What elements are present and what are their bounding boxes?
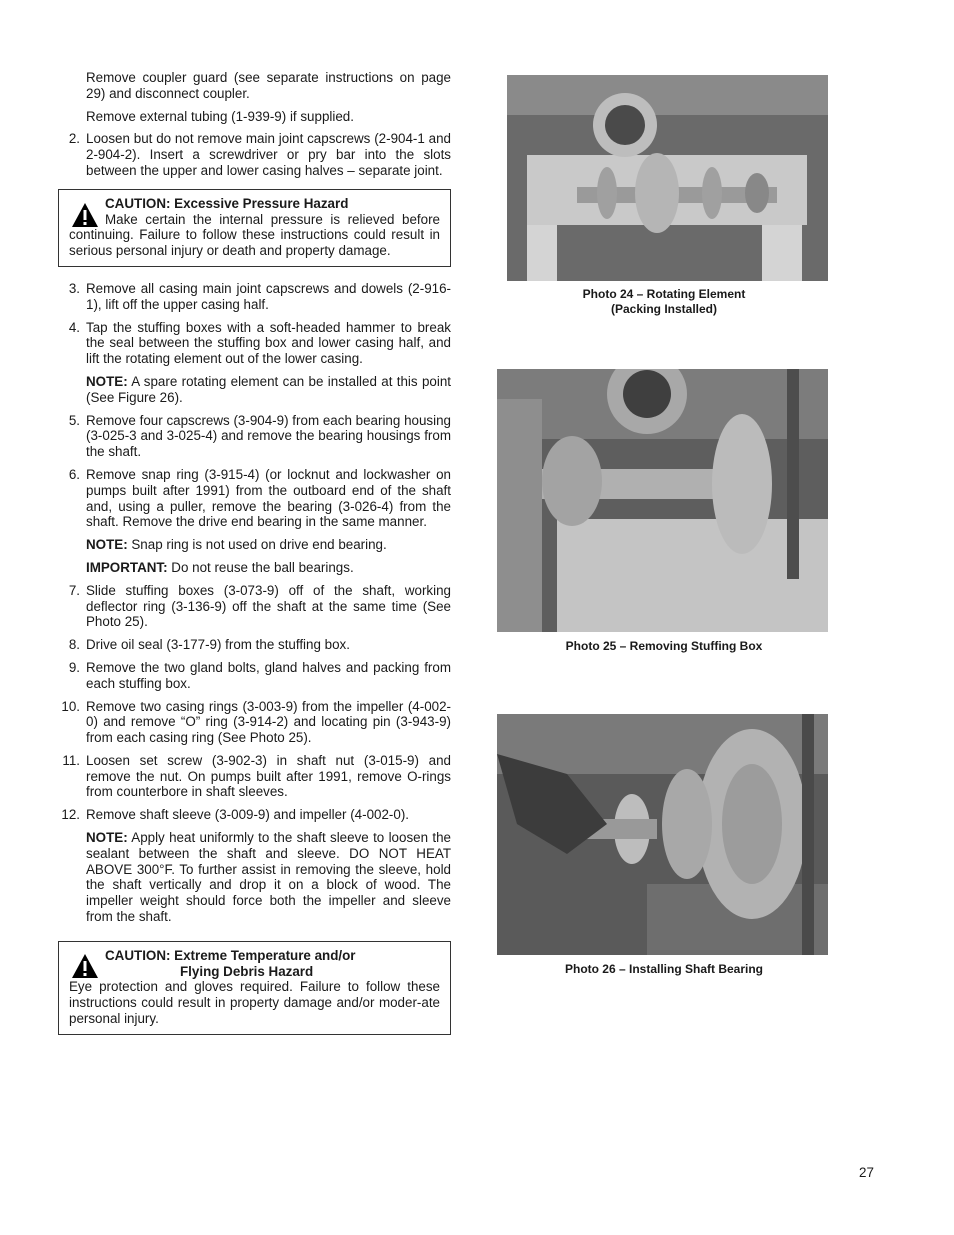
step-number: 8. bbox=[68, 637, 80, 653]
step-number: 12. bbox=[61, 807, 80, 823]
intro-paragraph: Remove coupler guard (see separate instructions on page 29) and disconnect coupler. bbox=[86, 70, 451, 101]
photo-installing-shaft-bearing bbox=[497, 714, 828, 955]
step-number: 7. bbox=[68, 582, 80, 598]
intro-paragraph: Remove external tubing (1-939-9) if supplied. bbox=[86, 108, 354, 124]
note bbox=[86, 537, 451, 553]
step-number: 3. bbox=[68, 280, 80, 296]
step-number: 5. bbox=[68, 412, 80, 428]
caution-box-temperature bbox=[58, 941, 451, 1035]
step-text: Loosen set screw (3-902-3) in shaft nut (3-015-9) and remove the nut. On pumps built after 1991, remove O-rings from counterbore in shaft sleeves. bbox=[86, 752, 451, 800]
photo-caption bbox=[497, 639, 831, 654]
step-number: 4. bbox=[68, 319, 80, 335]
note-text: A spare rotating element can be installed at this point (See Figure 26). bbox=[86, 373, 451, 405]
step-text: Remove four capscrews (3-904-9) from each bearing housing (3-025-3 and 3-025-4) and remove the bearing housings from the shaft. bbox=[86, 412, 451, 460]
step-item bbox=[58, 583, 451, 630]
step-text: Remove snap ring (3-915-4) (or locknut and lockwasher on pumps built after 1991) from the outboard end of the shaft and, using a puller, remove the bearing (3-026-4) from the shaft. Remove the drive end bearing in the same manner. bbox=[86, 466, 451, 530]
step-item bbox=[58, 807, 451, 823]
instructions-column bbox=[58, 70, 451, 1049]
note-label: NOTE: bbox=[86, 537, 128, 553]
important-text: Do not reuse the ball bearings. bbox=[167, 559, 354, 575]
note bbox=[86, 374, 451, 406]
caption-line: Photo 25 – Removing Stuffing Box bbox=[565, 639, 763, 653]
caution-body: Make certain the internal pressure is relieved before continuing. Failure to follow these instructions could result in serious personal injury or death and property damage. bbox=[69, 211, 440, 259]
page-number: 27 bbox=[859, 1165, 874, 1180]
step-text: Remove shaft sleeve (3-009-9) and impeller (4-002-0). bbox=[86, 807, 410, 823]
step-item bbox=[58, 699, 451, 746]
step-number: 10. bbox=[61, 698, 80, 714]
caution-body: Eye protection and gloves required. Failure to follow these instructions could result in property damage and/or moder-ate personal injury. bbox=[69, 979, 440, 1027]
step-item bbox=[58, 637, 451, 653]
step-text: Remove all casing main joint capscrews and dowels (2-916-1), lift off the upper casing half. bbox=[86, 280, 451, 312]
step-item bbox=[58, 320, 451, 367]
photo-removing-stuffing-box bbox=[497, 369, 828, 632]
step-text: Loosen but do not remove main joint capscrews (2-904-1 and 2-904-2). Insert a screwdriver or pry bar into the slots between the upper and lower casing halves – separate joint. bbox=[86, 131, 451, 178]
note bbox=[86, 830, 451, 925]
important-label: IMPORTANT: bbox=[86, 559, 168, 575]
step-number: 6. bbox=[68, 466, 80, 482]
step-text: Remove the two gland bolts, gland halves and packing from each stuffing box. bbox=[86, 659, 451, 691]
step-number: 2. bbox=[68, 131, 80, 147]
step-text: Drive oil seal (3-177-9) from the stuffing box. bbox=[86, 637, 350, 653]
caption-line: Photo 24 – Rotating Element bbox=[582, 287, 746, 301]
step-text: Slide stuffing boxes (3-073-9) off of the shaft, working deflector ring (3-136-9) off the shaft at the same time (See Photo 25). bbox=[86, 582, 451, 630]
step-text: Remove two casing rings (3-003-9) from the impeller (4-002-0) and remove “O” ring (3-914-2) and locating pin (3-943-9) from each casing ring (See Photo 25). bbox=[86, 698, 451, 746]
step-item bbox=[58, 281, 451, 313]
warning-triangle-icon bbox=[71, 202, 99, 228]
step-item bbox=[58, 467, 451, 530]
caution-title-line1: CAUTION: Extreme Temperature and/or bbox=[105, 947, 356, 963]
step-item bbox=[58, 753, 451, 800]
step-item bbox=[58, 413, 451, 460]
note-text: Snap ring is not used on drive end bearing. bbox=[127, 537, 387, 553]
photo-rotating-element bbox=[507, 75, 828, 281]
step-item bbox=[58, 131, 451, 178]
step-item bbox=[58, 660, 451, 692]
photo-caption bbox=[497, 962, 831, 977]
step-number: 11. bbox=[62, 752, 80, 768]
caution-box-pressure bbox=[58, 189, 451, 267]
note-label: NOTE: bbox=[86, 373, 128, 389]
caution-title-line2: Flying Debris Hazard bbox=[180, 963, 314, 979]
note-label: NOTE: bbox=[86, 830, 128, 846]
warning-triangle-icon bbox=[71, 953, 99, 979]
caption-line: (Packing Installed) bbox=[610, 302, 718, 316]
photo-caption bbox=[497, 287, 831, 317]
step-text: Tap the stuffing boxes with a soft-headed hammer to break the seal between the stuffing box and lower casing half, and lift the rotating element out of the lower casing. bbox=[86, 319, 451, 367]
important-note bbox=[86, 560, 451, 576]
caution-title: CAUTION: Excessive Pressure Hazard bbox=[105, 195, 349, 211]
step-number: 9. bbox=[68, 659, 80, 675]
caption-line: Photo 26 – Installing Shaft Bearing bbox=[564, 962, 764, 976]
note-text: Apply heat uniformly to the shaft sleeve to loosen the sealant between the shaft and sleeve. DO NOT HEAT ABOVE 300°F. To further assist in removing the sleeve, hold the shaft vertically and drop it on a block of wood. The impeller weight should force both the impeller and sleeve from the shaft. bbox=[86, 830, 451, 925]
